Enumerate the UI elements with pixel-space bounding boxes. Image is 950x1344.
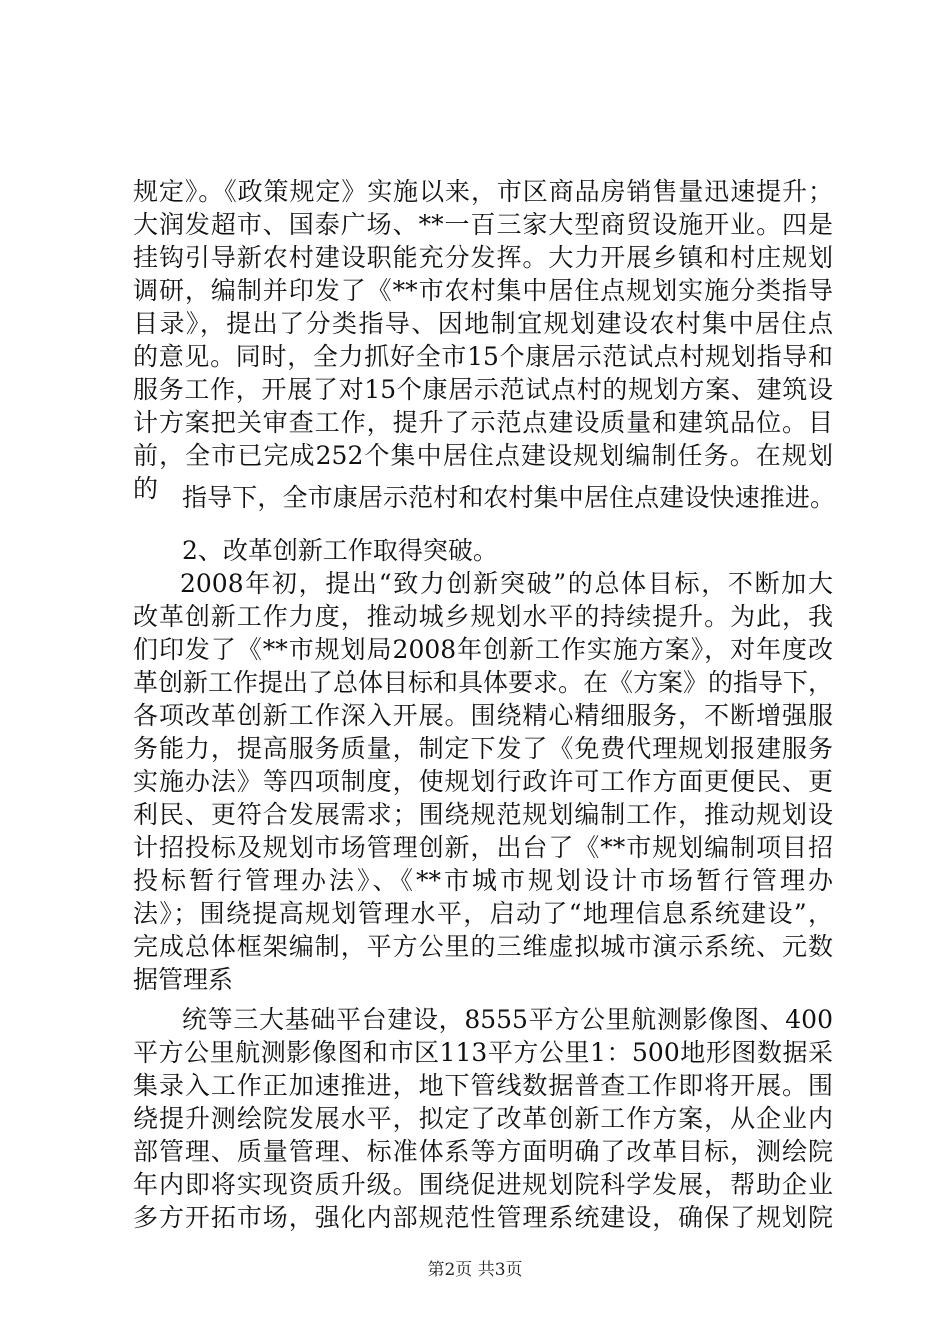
text-line: 务能力，提高服务质量，制定下发了《免费代理规划报建服务 — [133, 734, 833, 763]
text-line: 大润发超市、国泰广场、**一百三家大型商贸设施开业。四是 — [133, 210, 833, 239]
text-line: 计招投标及规划市场管理创新，出台了《**市规划编制项目招 — [133, 833, 833, 862]
text-line: 完成总体框架编制，平方公里的三维虚拟城市演示系统、元数 — [133, 932, 833, 961]
text-line: 挂钩引导新农村建设职能充分发挥。大力开展乡镇和村庄规划 — [133, 243, 833, 272]
text-line: 目录》，提出了分类指导、因地制宜规划建设农村集中居住点 — [133, 309, 833, 338]
text-line: 前，全市已完成252个集中居住点建设规划编制任务。在规划 — [133, 441, 833, 470]
text-line: 据管理系 — [133, 965, 234, 994]
text-line: 的 — [133, 474, 159, 503]
text-line: 的意见。同时，全力抓好全市15个康居示范试点村规划指导和 — [133, 342, 833, 371]
text-line: 部管理、质量管理、标准体系等方面明确了改革目标，测绘院 — [133, 1137, 833, 1166]
text-line: 平方公里航测影像图和市区113平方公里1：500地形图数据采 — [133, 1038, 833, 1067]
text-line: 法》；围绕提高规划管理水平，启动了“地理信息系统建设”， — [133, 899, 833, 928]
text-line: 投标暂行管理办法》、《**市城市规划设计市场暂行管理办 — [133, 866, 833, 895]
text-line: 调研，编制并印发了《**市农村集中居住点规划实施分类指导 — [133, 276, 833, 305]
text-line: 2008年初，提出“致力创新突破”的总体目标，不断加大 — [180, 569, 833, 598]
text-line: 改革创新工作力度，推动城乡规划水平的持续提升。为此，我 — [133, 602, 833, 631]
text-line: 实施办法》等四项制度，使规划行政许可工作方面更便民、更 — [133, 767, 833, 796]
text-line: 统等三大基础平台建设，8555平方公里航测影像图、400 — [182, 1005, 833, 1034]
text-line: 各项改革创新工作深入开展。围绕精心精细服务，不断增强服 — [133, 701, 833, 730]
text-line: 计方案把关审查工作，提升了示范点建设质量和建筑品位。目 — [133, 408, 833, 437]
text-line: 革创新工作提出了总体目标和具体要求。在《方案》的指导下， — [133, 668, 834, 697]
text-line: 利民、更符合发展需求；围绕规范规划编制工作，推动规划设 — [133, 800, 833, 829]
section-heading: 2、改革创新工作取得突破。 — [182, 536, 498, 565]
text-line: 规定》。《政策规定》实施以来，市区商品房销售量迅速提升； — [133, 177, 833, 206]
page-indicator: 第2页 共3页 — [427, 1260, 523, 1280]
text-line: 指导下，全市康居示范村和农村集中居住点建设快速推进。 — [182, 483, 835, 512]
text-line: 集录入工作正加速推进，地下管线数据普查工作即将开展。围 — [133, 1071, 833, 1100]
text-line: 年内即将实现资质升级。围绕促进规划院科学发展，帮助企业 — [133, 1170, 833, 1199]
text-line: 服务工作，开展了对15个康居示范试点村的规划方案、建筑设 — [133, 375, 833, 404]
text-line: 们印发了《**市规划局2008年创新工作实施方案》，对年度改 — [133, 635, 833, 664]
text-line: 绕提升测绘院发展水平，拟定了改革创新工作方案，从企业内 — [133, 1104, 833, 1133]
text-line: 多方开拓市场，强化内部规范性管理系统建设，确保了规划院 — [133, 1203, 833, 1232]
